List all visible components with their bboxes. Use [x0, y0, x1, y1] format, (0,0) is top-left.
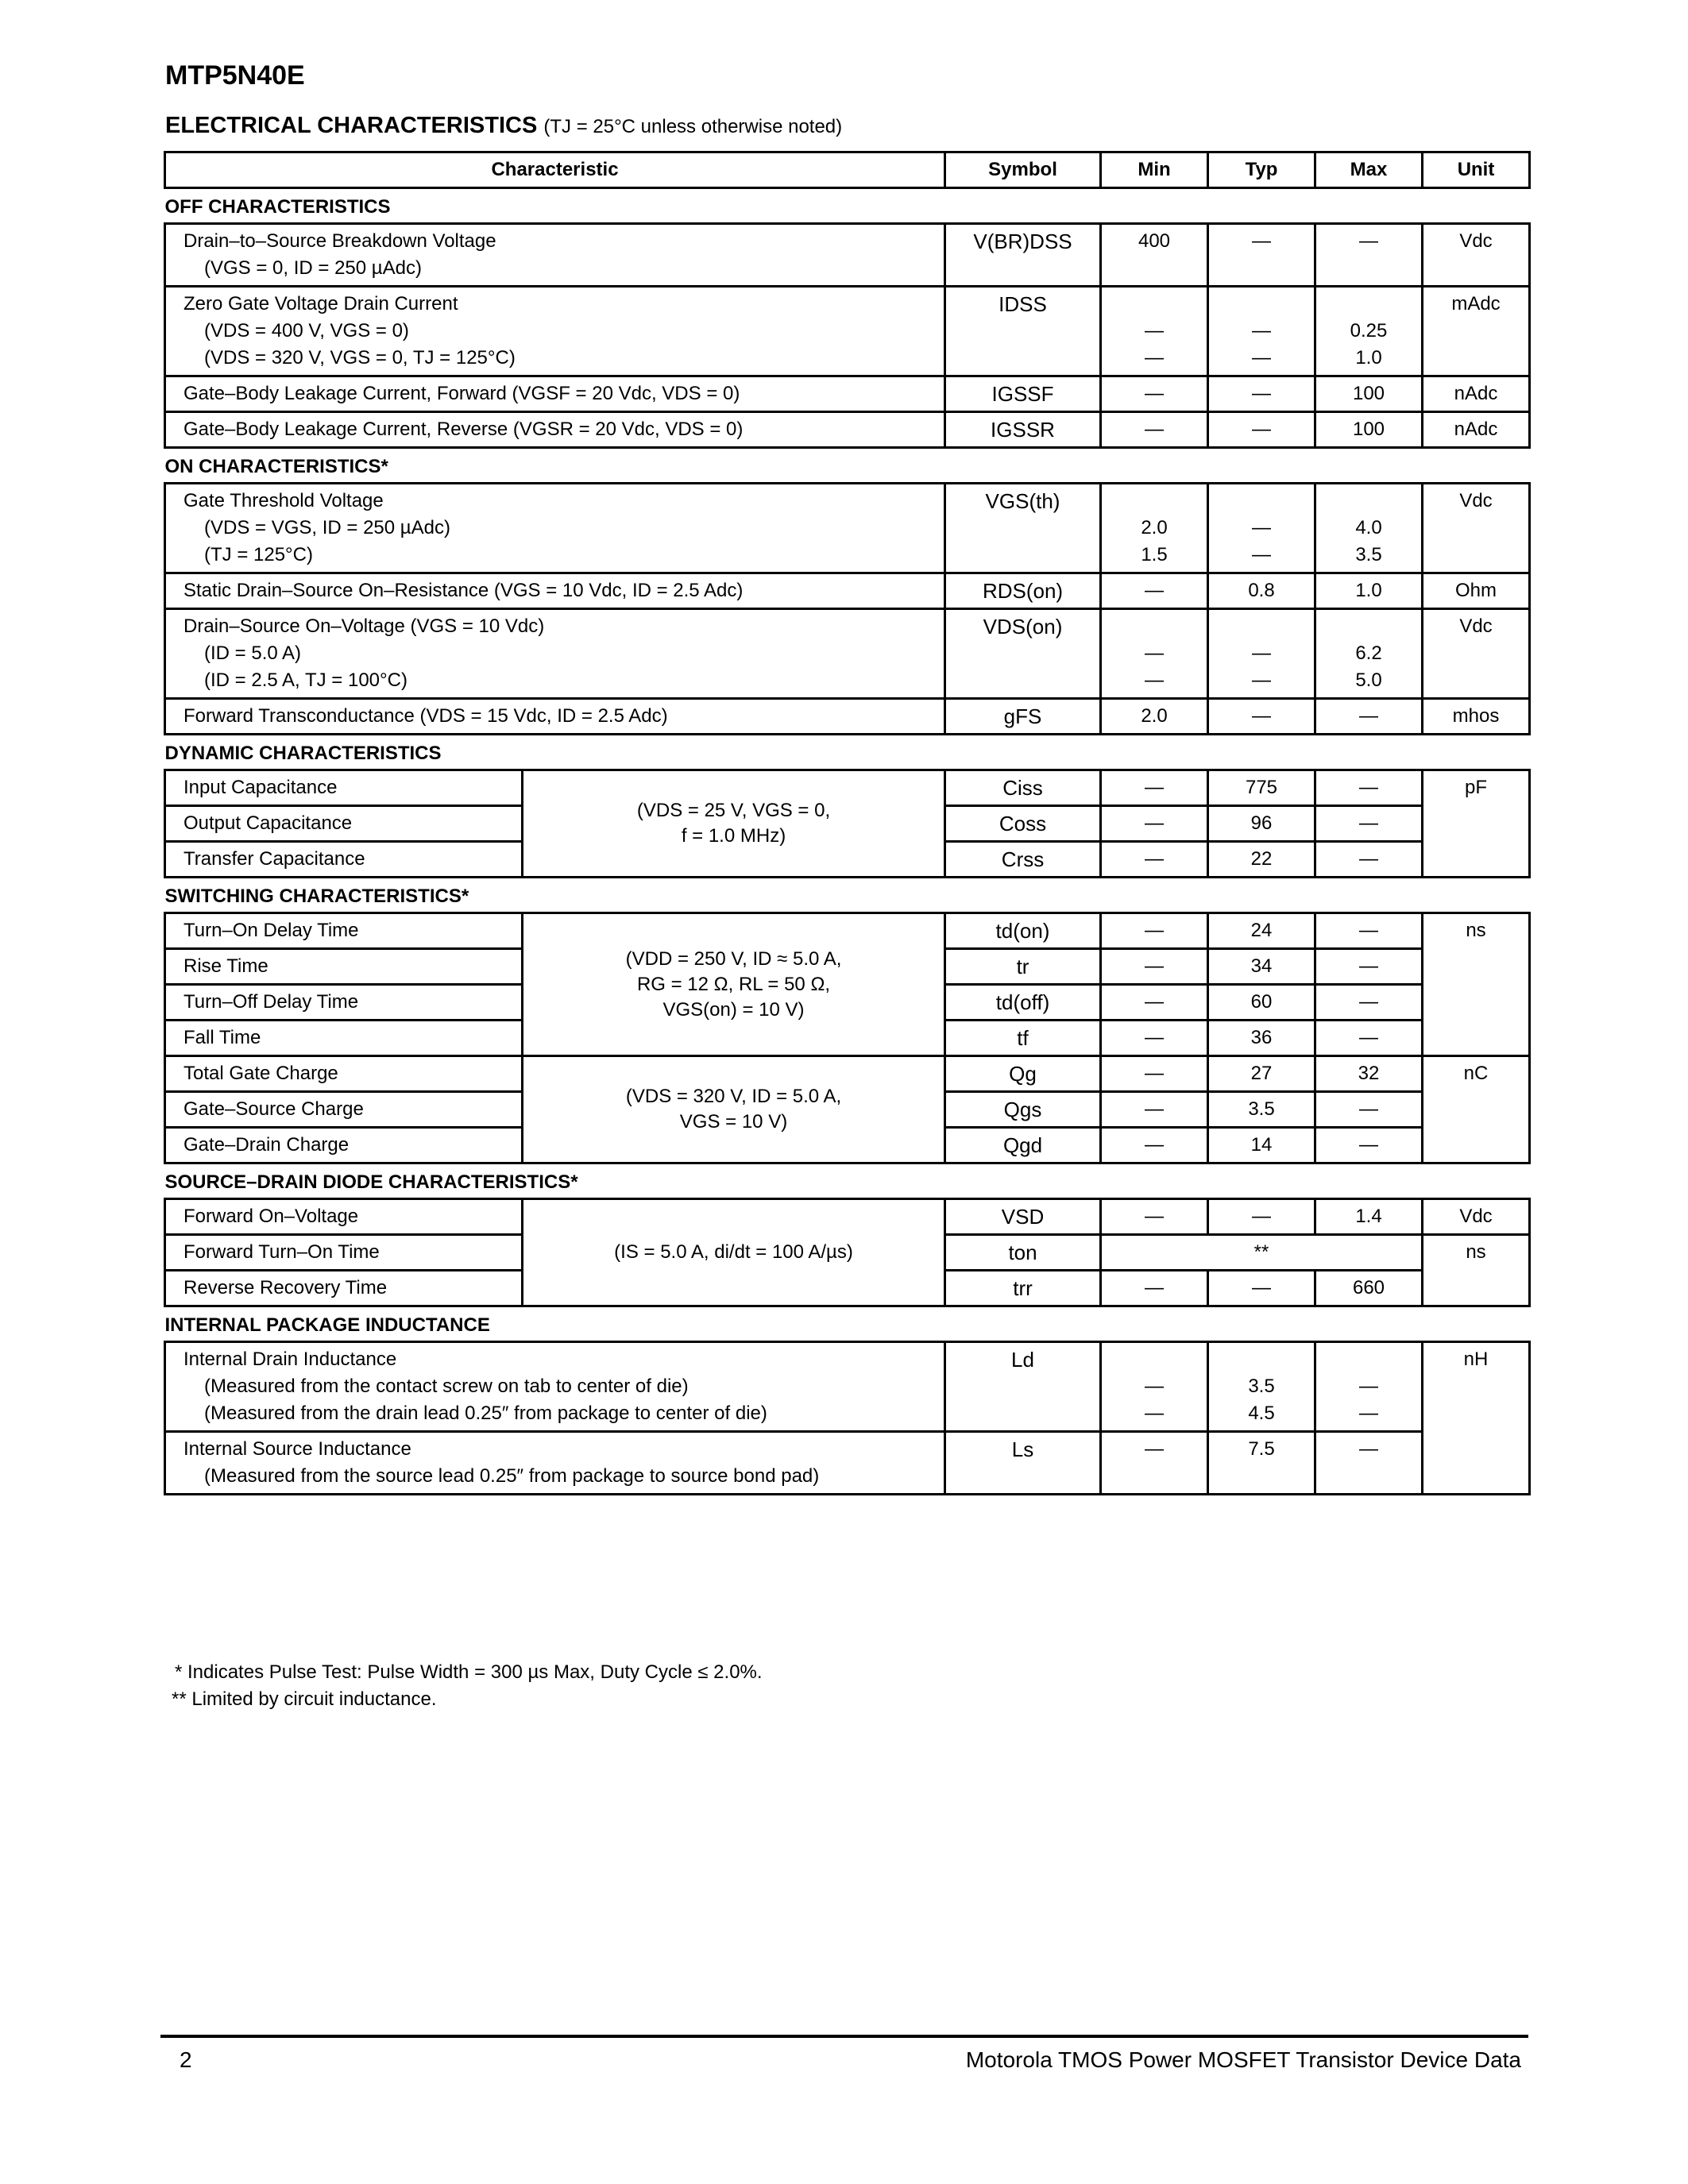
electrical-characteristics-table [164, 151, 1528, 1495]
header-symbol: Symbol [945, 152, 1101, 188]
typ-cell: 775 [1208, 770, 1315, 806]
unit-cell: ns [1423, 1235, 1530, 1306]
max-cell: — [1315, 1092, 1423, 1128]
max-cell: 100 [1315, 412, 1423, 448]
characteristic-cell: Output Capacitance [165, 806, 523, 842]
max-cell: 1.0 [1315, 573, 1423, 609]
typ-cell: — [1208, 376, 1315, 412]
typ-cell: 3.5 4.5 [1208, 1342, 1315, 1432]
unit-cell: nAdc [1423, 412, 1530, 448]
characteristic-cell: Forward On–Voltage [165, 1199, 523, 1235]
characteristic-cell: Input Capacitance [165, 770, 523, 806]
min-cell: — [1101, 1092, 1208, 1128]
max-cell: 6.2 5.0 [1315, 609, 1423, 699]
characteristic-cell: Turn–On Delay Time [165, 913, 523, 949]
max-cell: 100 [1315, 376, 1423, 412]
table-row [165, 770, 1530, 806]
section-header-dynamic: DYNAMIC CHARACTERISTICS [165, 735, 1530, 770]
typ-cell: — — [1208, 609, 1315, 699]
table-row [165, 699, 1530, 735]
max-cell: — [1315, 1432, 1423, 1495]
footnote-limited: ** Limited by circuit inductance. [172, 1688, 437, 1710]
unit-cell: mAdc [1423, 287, 1530, 376]
table-row [165, 1056, 1530, 1092]
max-cell: — [1315, 1021, 1423, 1056]
condition-cell: (VDS = 320 V, ID = 5.0 A, VGS = 10 V) [523, 1056, 945, 1163]
characteristic-cell: Gate–Body Leakage Current, Forward (VGSF = 20 Vdc, VDS = 0) [165, 376, 945, 412]
characteristic-cell: Drain–to–Source Breakdown Voltage (VGS = 0, ID = 250 µAdc) [165, 224, 945, 287]
typ-cell: — [1208, 1199, 1315, 1235]
characteristic-cell: Gate–Body Leakage Current, Reverse (VGSR = 20 Vdc, VDS = 0) [165, 412, 945, 448]
min-cell: — [1101, 842, 1208, 878]
symbol-cell: tf [945, 1021, 1101, 1056]
typ-cell: — [1208, 1271, 1315, 1306]
characteristic-cell: Fall Time [165, 1021, 523, 1056]
symbol-cell: Ls [945, 1432, 1101, 1495]
header-characteristic: Characteristic [165, 152, 945, 188]
characteristic-cell: Reverse Recovery Time [165, 1271, 523, 1306]
symbol-cell: IGSSF [945, 376, 1101, 412]
symbol-cell: gFS [945, 699, 1101, 735]
max-cell: 1.4 [1315, 1199, 1423, 1235]
min-cell: 2.0 1.5 [1101, 484, 1208, 573]
part-number: MTP5N40E [165, 60, 305, 91]
typ-cell: — [1208, 699, 1315, 735]
unit-cell: mhos [1423, 699, 1530, 735]
page-number: 2 [180, 2047, 192, 2072]
max-cell: — [1315, 224, 1423, 287]
header-row [165, 152, 1530, 188]
condition-cell: (IS = 5.0 A, di/dt = 100 A/µs) [523, 1199, 945, 1306]
typ-cell: — [1208, 224, 1315, 287]
header-max: Max [1315, 152, 1423, 188]
symbol-cell: Qg [945, 1056, 1101, 1092]
unit-cell: Vdc [1423, 224, 1530, 287]
unit-cell: Ohm [1423, 573, 1530, 609]
characteristic-cell: Internal Drain Inductance (Measured from the contact screw on tab to center of die) (Measured from the drain lead 0.25″ from package to center of die) [165, 1342, 945, 1432]
table-row [165, 913, 1530, 949]
max-cell: 4.0 3.5 [1315, 484, 1423, 573]
min-cell: — [1101, 1271, 1208, 1306]
characteristic-cell: Gate–Source Charge [165, 1092, 523, 1128]
characteristic-cell: Static Drain–Source On–Resistance (VGS = 10 Vdc, ID = 2.5 Adc) [165, 573, 945, 609]
typ-cell: 27 [1208, 1056, 1315, 1092]
min-cell: — [1101, 1432, 1208, 1495]
min-cell: — [1101, 949, 1208, 985]
typ-cell: 96 [1208, 806, 1315, 842]
min-cell: — [1101, 913, 1208, 949]
characteristic-cell: Gate Threshold Voltage (VDS = VGS, ID = 250 µAdc) (TJ = 125°C) [165, 484, 945, 573]
characteristic-cell: Rise Time [165, 949, 523, 985]
unit-cell: Vdc [1423, 484, 1530, 573]
max-cell: 660 [1315, 1271, 1423, 1306]
table-row [165, 1342, 1530, 1432]
section-condition: (TJ = 25°C unless otherwise noted) [543, 116, 843, 137]
symbol-cell: IGSSR [945, 412, 1101, 448]
symbol-cell: td(on) [945, 913, 1101, 949]
unit-cell: nH [1423, 1342, 1530, 1495]
symbol-cell: Qgd [945, 1128, 1101, 1163]
footnote-pulse-test: * Indicates Pulse Test: Pulse Width = 300 µs Max, Duty Cycle ≤ 2.0%. [175, 1661, 763, 1683]
value-cell: ** [1101, 1235, 1423, 1271]
section-header-on: ON CHARACTERISTICS* [165, 448, 1530, 484]
typ-cell: 14 [1208, 1128, 1315, 1163]
max-cell: — [1315, 985, 1423, 1021]
section-title-line [165, 113, 842, 139]
typ-cell: 36 [1208, 1021, 1315, 1056]
symbol-cell: Crss [945, 842, 1101, 878]
symbol-cell: VSD [945, 1199, 1101, 1235]
table-row [165, 376, 1530, 412]
header-min: Min [1101, 152, 1208, 188]
symbol-cell: trr [945, 1271, 1101, 1306]
section-header-inductance: INTERNAL PACKAGE INDUCTANCE [165, 1306, 1530, 1342]
symbol-cell: RDS(on) [945, 573, 1101, 609]
max-cell: 32 [1315, 1056, 1423, 1092]
typ-cell: 34 [1208, 949, 1315, 985]
symbol-cell: Ciss [945, 770, 1101, 806]
characteristic-cell: Gate–Drain Charge [165, 1128, 523, 1163]
typ-cell: 24 [1208, 913, 1315, 949]
min-cell: — — [1101, 287, 1208, 376]
typ-cell: — — [1208, 287, 1315, 376]
max-cell: — [1315, 1128, 1423, 1163]
symbol-cell: VDS(on) [945, 609, 1101, 699]
characteristic-cell: Transfer Capacitance [165, 842, 523, 878]
typ-cell: 60 [1208, 985, 1315, 1021]
unit-cell: nAdc [1423, 376, 1530, 412]
section-header-off: OFF CHARACTERISTICS [165, 188, 1530, 224]
characteristic-cell: Turn–Off Delay Time [165, 985, 523, 1021]
table-row [165, 484, 1530, 573]
max-cell: — [1315, 770, 1423, 806]
min-cell: — [1101, 1056, 1208, 1092]
typ-cell: 3.5 [1208, 1092, 1315, 1128]
unit-cell: ns [1423, 913, 1530, 1056]
table-row [165, 412, 1530, 448]
max-cell: — — [1315, 1342, 1423, 1432]
min-cell: — [1101, 376, 1208, 412]
footer-text: Motorola TMOS Power MOSFET Transistor Device Data [965, 2047, 1521, 2072]
section-header-diode: SOURCE–DRAIN DIODE CHARACTERISTICS* [165, 1163, 1530, 1199]
characteristic-cell: Forward Turn–On Time [165, 1235, 523, 1271]
footer-rule [160, 2035, 1528, 2038]
table-row [165, 609, 1530, 699]
min-cell: — [1101, 806, 1208, 842]
max-cell: — [1315, 699, 1423, 735]
min-cell: 2.0 [1101, 699, 1208, 735]
table-row [165, 1199, 1530, 1235]
max-cell: 0.25 1.0 [1315, 287, 1423, 376]
max-cell: — [1315, 842, 1423, 878]
unit-cell: pF [1423, 770, 1530, 878]
min-cell: — [1101, 1021, 1208, 1056]
characteristic-cell: Internal Source Inductance (Measured from the source lead 0.25″ from package to source bond pad) [165, 1432, 945, 1495]
symbol-cell: V(BR)DSS [945, 224, 1101, 287]
condition-cell: (VDS = 25 V, VGS = 0, f = 1.0 MHz) [523, 770, 945, 878]
min-cell: — [1101, 770, 1208, 806]
table-row [165, 573, 1530, 609]
section-header-switching: SWITCHING CHARACTERISTICS* [165, 878, 1530, 913]
min-cell: — — [1101, 1342, 1208, 1432]
symbol-cell: VGS(th) [945, 484, 1101, 573]
min-cell: — [1101, 412, 1208, 448]
min-cell: — [1101, 1199, 1208, 1235]
table-row [165, 1432, 1530, 1495]
typ-cell: 7.5 [1208, 1432, 1315, 1495]
min-cell: — [1101, 573, 1208, 609]
typ-cell: 0.8 [1208, 573, 1315, 609]
symbol-cell: IDSS [945, 287, 1101, 376]
header-unit: Unit [1423, 152, 1530, 188]
unit-cell: Vdc [1423, 609, 1530, 699]
typ-cell: — [1208, 412, 1315, 448]
min-cell: — [1101, 985, 1208, 1021]
symbol-cell: Coss [945, 806, 1101, 842]
condition-cell: (VDD = 250 V, ID ≈ 5.0 A, RG = 12 Ω, RL = 50 Ω, VGS(on) = 10 V) [523, 913, 945, 1056]
characteristic-cell: Forward Transconductance (VDS = 15 Vdc, ID = 2.5 Adc) [165, 699, 945, 735]
typ-cell: 22 [1208, 842, 1315, 878]
characteristic-cell: Zero Gate Voltage Drain Current (VDS = 400 V, VGS = 0) (VDS = 320 V, VGS = 0, TJ = 125°C) [165, 287, 945, 376]
table-row [165, 287, 1530, 376]
symbol-cell: tr [945, 949, 1101, 985]
characteristic-cell: Total Gate Charge [165, 1056, 523, 1092]
symbol-cell: Ld [945, 1342, 1101, 1432]
min-cell: — [1101, 1128, 1208, 1163]
unit-cell: nC [1423, 1056, 1530, 1163]
symbol-cell: ton [945, 1235, 1101, 1271]
max-cell: — [1315, 913, 1423, 949]
header-typ: Typ [1208, 152, 1315, 188]
typ-cell: — — [1208, 484, 1315, 573]
table-row [165, 224, 1530, 287]
min-cell: — — [1101, 609, 1208, 699]
max-cell: — [1315, 806, 1423, 842]
symbol-cell: Qgs [945, 1092, 1101, 1128]
max-cell: — [1315, 949, 1423, 985]
unit-cell: Vdc [1423, 1199, 1530, 1235]
min-cell: 400 [1101, 224, 1208, 287]
characteristic-cell: Drain–Source On–Voltage (VGS = 10 Vdc) (ID = 5.0 A) (ID = 2.5 A, TJ = 100°C) [165, 609, 945, 699]
section-title: ELECTRICAL CHARACTERISTICS [165, 113, 538, 138]
symbol-cell: td(off) [945, 985, 1101, 1021]
